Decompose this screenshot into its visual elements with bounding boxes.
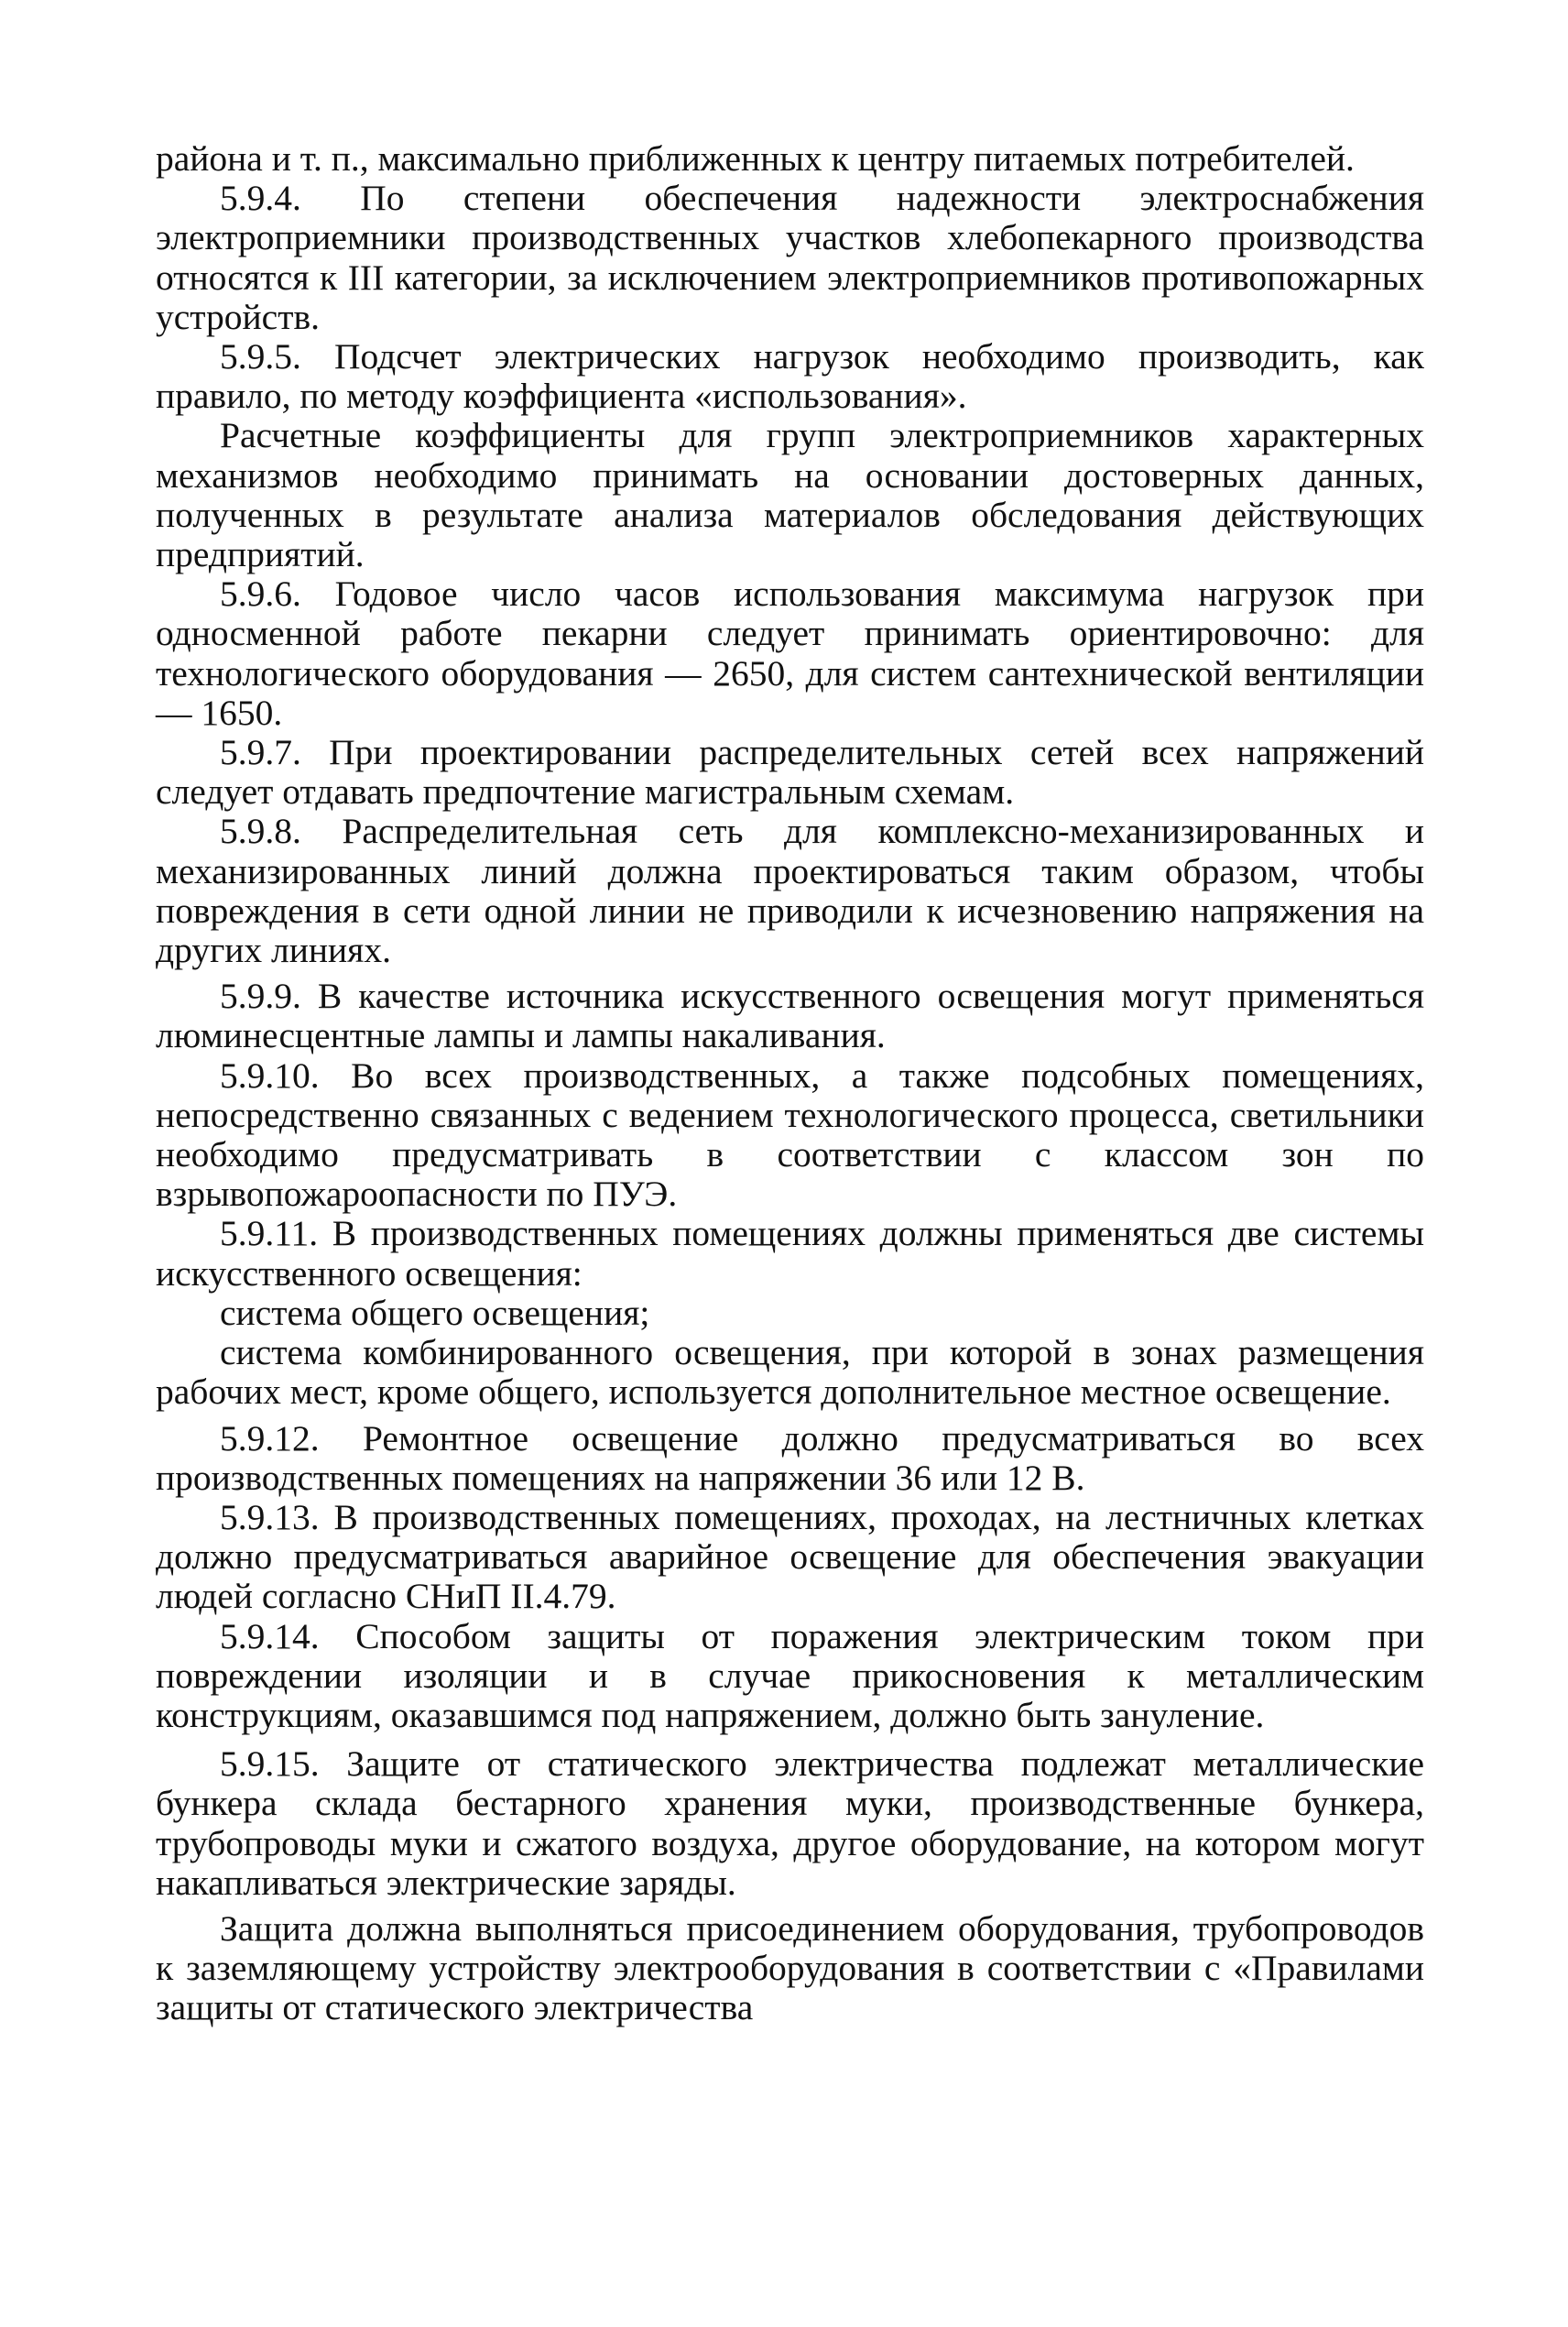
paragraph-5-9-8: 5.9.8. Распределительная сеть для комплексно-механизированных и механизированных линий должна проектироваться таким образом, чтобы повреждения в сети одной линии не приводили к исчезновению напряжения на других линиях. (156, 811, 1424, 971)
paragraph-5-9-9: 5.9.9. В качестве источника искусственного освещения могут применяться люминесцентные лампы и лампы накаливания. (156, 976, 1424, 1056)
paragraph-continuation: района и т. п., максимально приближенных к центру питаемых потребителей. (156, 138, 1355, 179)
paragraph-protection: Защита должна выполняться присоединением оборудования, трубопроводов к заземляющему устройству электрооборудования в соответствии с «Правилами защиты от статического электричества (156, 1907, 1424, 2028)
paragraph-5-9-12: 5.9.12. Ремонтное освещение должно предусматриваться во всех производственных помещениях на напряжении 36 или 12 В. (156, 1417, 1424, 1498)
paragraph-5-9-13: 5.9.13. В производственных помещениях, проходах, на лестничных клетках должно предусматриваться аварийное освещение для обеспечения эвакуации людей согласно СНиП II.4.79. (156, 1496, 1424, 1617)
paragraph-5-9-10: 5.9.10. Во всех производственных, а также подсобных помещениях, непосредственно связанных с ведением технологического процесса, светильники необходимо предусматривать в соответствии с классом зон по взрывопожароопасности по ПУЭ. (156, 1054, 1424, 1215)
paragraph-5-9-11: 5.9.11. В производственных помещениях должны применяться две системы искусственного освещения: (156, 1213, 1424, 1294)
document-page (156, 139, 1424, 2028)
paragraph-coefficients: Расчетные коэффициенты для групп электроприемников характерных механизмов необходимо принимать на основании достоверных данных, полученных в результате анализа материалов обследования действующих предприятий. (156, 415, 1424, 575)
paragraph-5-9-5: 5.9.5. Подсчет электрических нагрузок необходимо производить, как правило, по методу коэффициента «использования». (156, 336, 1424, 417)
paragraph-5-9-6: 5.9.6. Годовое число часов использования максимума нагрузок при односменной работе пекарни следует принимать ориентировочно: для технологического оборудования — 2650, для систем сантехнической вентиляции — 1650. (156, 574, 1424, 733)
paragraph-5-9-4: 5.9.4. По степени обеспечения надежности электроснабжения электроприемники производственных участков хлебопекарного производства относятся к III категории, за исключением электроприемников противопожарных устройств. (156, 178, 1424, 337)
list-item-combined-lighting: система комбинированного освещения, при которой в зонах размещения рабочих мест, кроме общего, используется дополнительное местное освещение. (156, 1332, 1424, 1413)
paragraph-5-9-15: 5.9.15. Защите от статического электричества подлежат металлические бункера склада бестарного хранения муки, производственные бункера, трубопроводы муки и сжатого воздуха, другое оборудование, на котором могут накапливаться электрические заряды. (156, 1743, 1424, 1903)
list-item-general-lighting: система общего освещения; (220, 1292, 650, 1333)
paragraph-5-9-14: 5.9.14. Способом защиты от поражения электрическим током при повреждении изоляции и в случае прикосновения к металлическим конструкциям, оказавшимся под напряжением, должно быть зануление. (156, 1615, 1424, 1735)
paragraph-5-9-7: 5.9.7. При проектировании распределительных сетей всех напряжений следует отдавать предпочтение магистральным схемам. (156, 732, 1424, 813)
